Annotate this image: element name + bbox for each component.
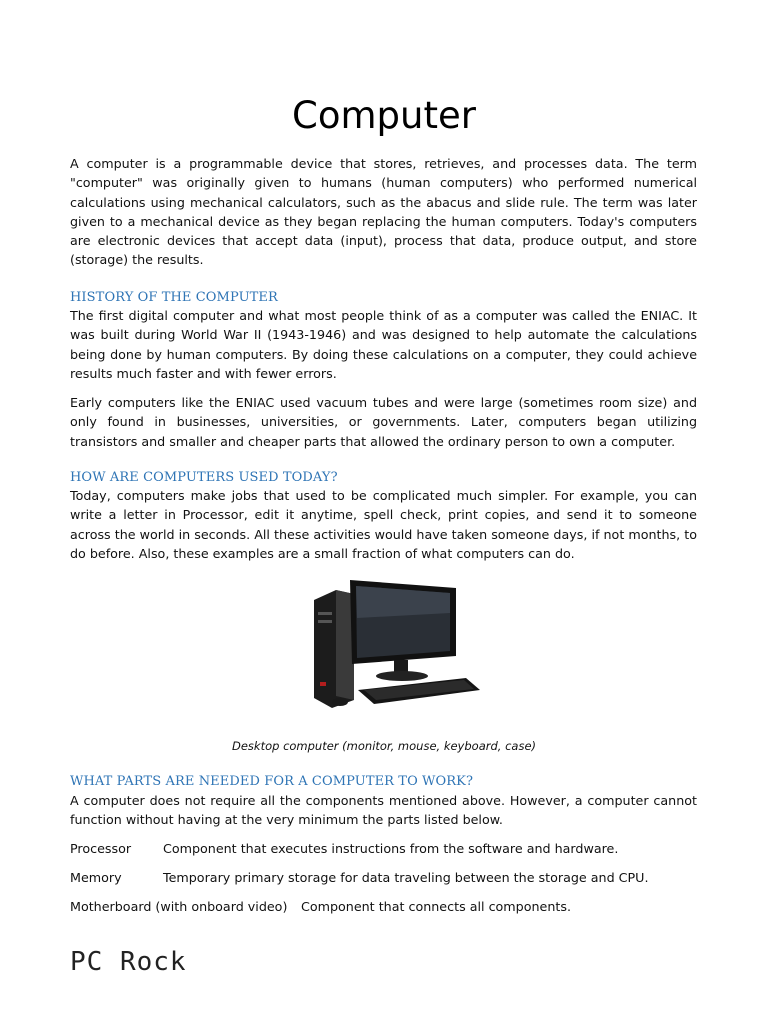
parts-intro-paragraph: A computer does not require all the components mentioned above. However, a computer cannot function without having at the very minimum the parts listed below.: [70, 793, 697, 828]
part-term: Memory: [70, 870, 122, 885]
intro-paragraph: A computer is a programmable device that stores, retrieves, and processes data. The term "computer" was originally given to humans (human computers) who performed numerical calculations using mechanical calculators, such as the abacus and slide rule. The term was later given to a mechanical device as they began replacing the human computers. Today's computers are electronic devices that accept data (input), process that data, produce output, and store (storage) the results.: [70, 156, 697, 268]
part-term: Processor: [70, 841, 132, 856]
part-definition: Component that executes instructions from the software and hardware.: [163, 841, 619, 856]
desktop-computer-image: [306, 578, 486, 710]
section-heading-parts: WHAT PARTS ARE NEEDED FOR A COMPUTER TO WORK?: [70, 774, 474, 789]
history-paragraph-1: The first digital computer and what most people think of as a computer was called the ENIAC. It was built during World War II (1943-1946) and was designed to help automate the calculations being done by human computers. By doing these calculations on a computer, they could achieve results much faster and with fewer errors.: [70, 308, 697, 381]
section-heading-usage: HOW ARE COMPUTERS USED TODAY?: [70, 470, 338, 485]
history-paragraph-2: Early computers like the ENIAC used vacuum tubes and were large (sometimes room size) and only found in businesses, universities, or governments. Later, computers began utilizing transistors and smaller and cheaper parts that allowed the ordinary person to own a computer.: [70, 395, 697, 449]
part-definition: Temporary primary storage for data traveling between the storage and CPU.: [163, 870, 649, 885]
figure-caption: Desktop computer (monitor, mouse, keyboard, case): [231, 739, 537, 753]
usage-paragraph: Today, computers make jobs that used to be complicated much simpler. For example, you can write a letter in Processor, edit it anytime, spell check, print copies, and send it to someone across the world in seconds. All these activities would have taken someone days, if not months, to do before. Also, these examples are a small fraction of what computers can do.: [70, 488, 697, 561]
part-definition: Component that connects all components.: [301, 899, 571, 914]
section-heading-history: HISTORY OF THE COMPUTER: [70, 290, 278, 305]
page-title: Computer: [292, 94, 476, 137]
part-term: Motherboard (with onboard video): [70, 899, 288, 914]
footer-text: PC Rock: [70, 947, 187, 977]
